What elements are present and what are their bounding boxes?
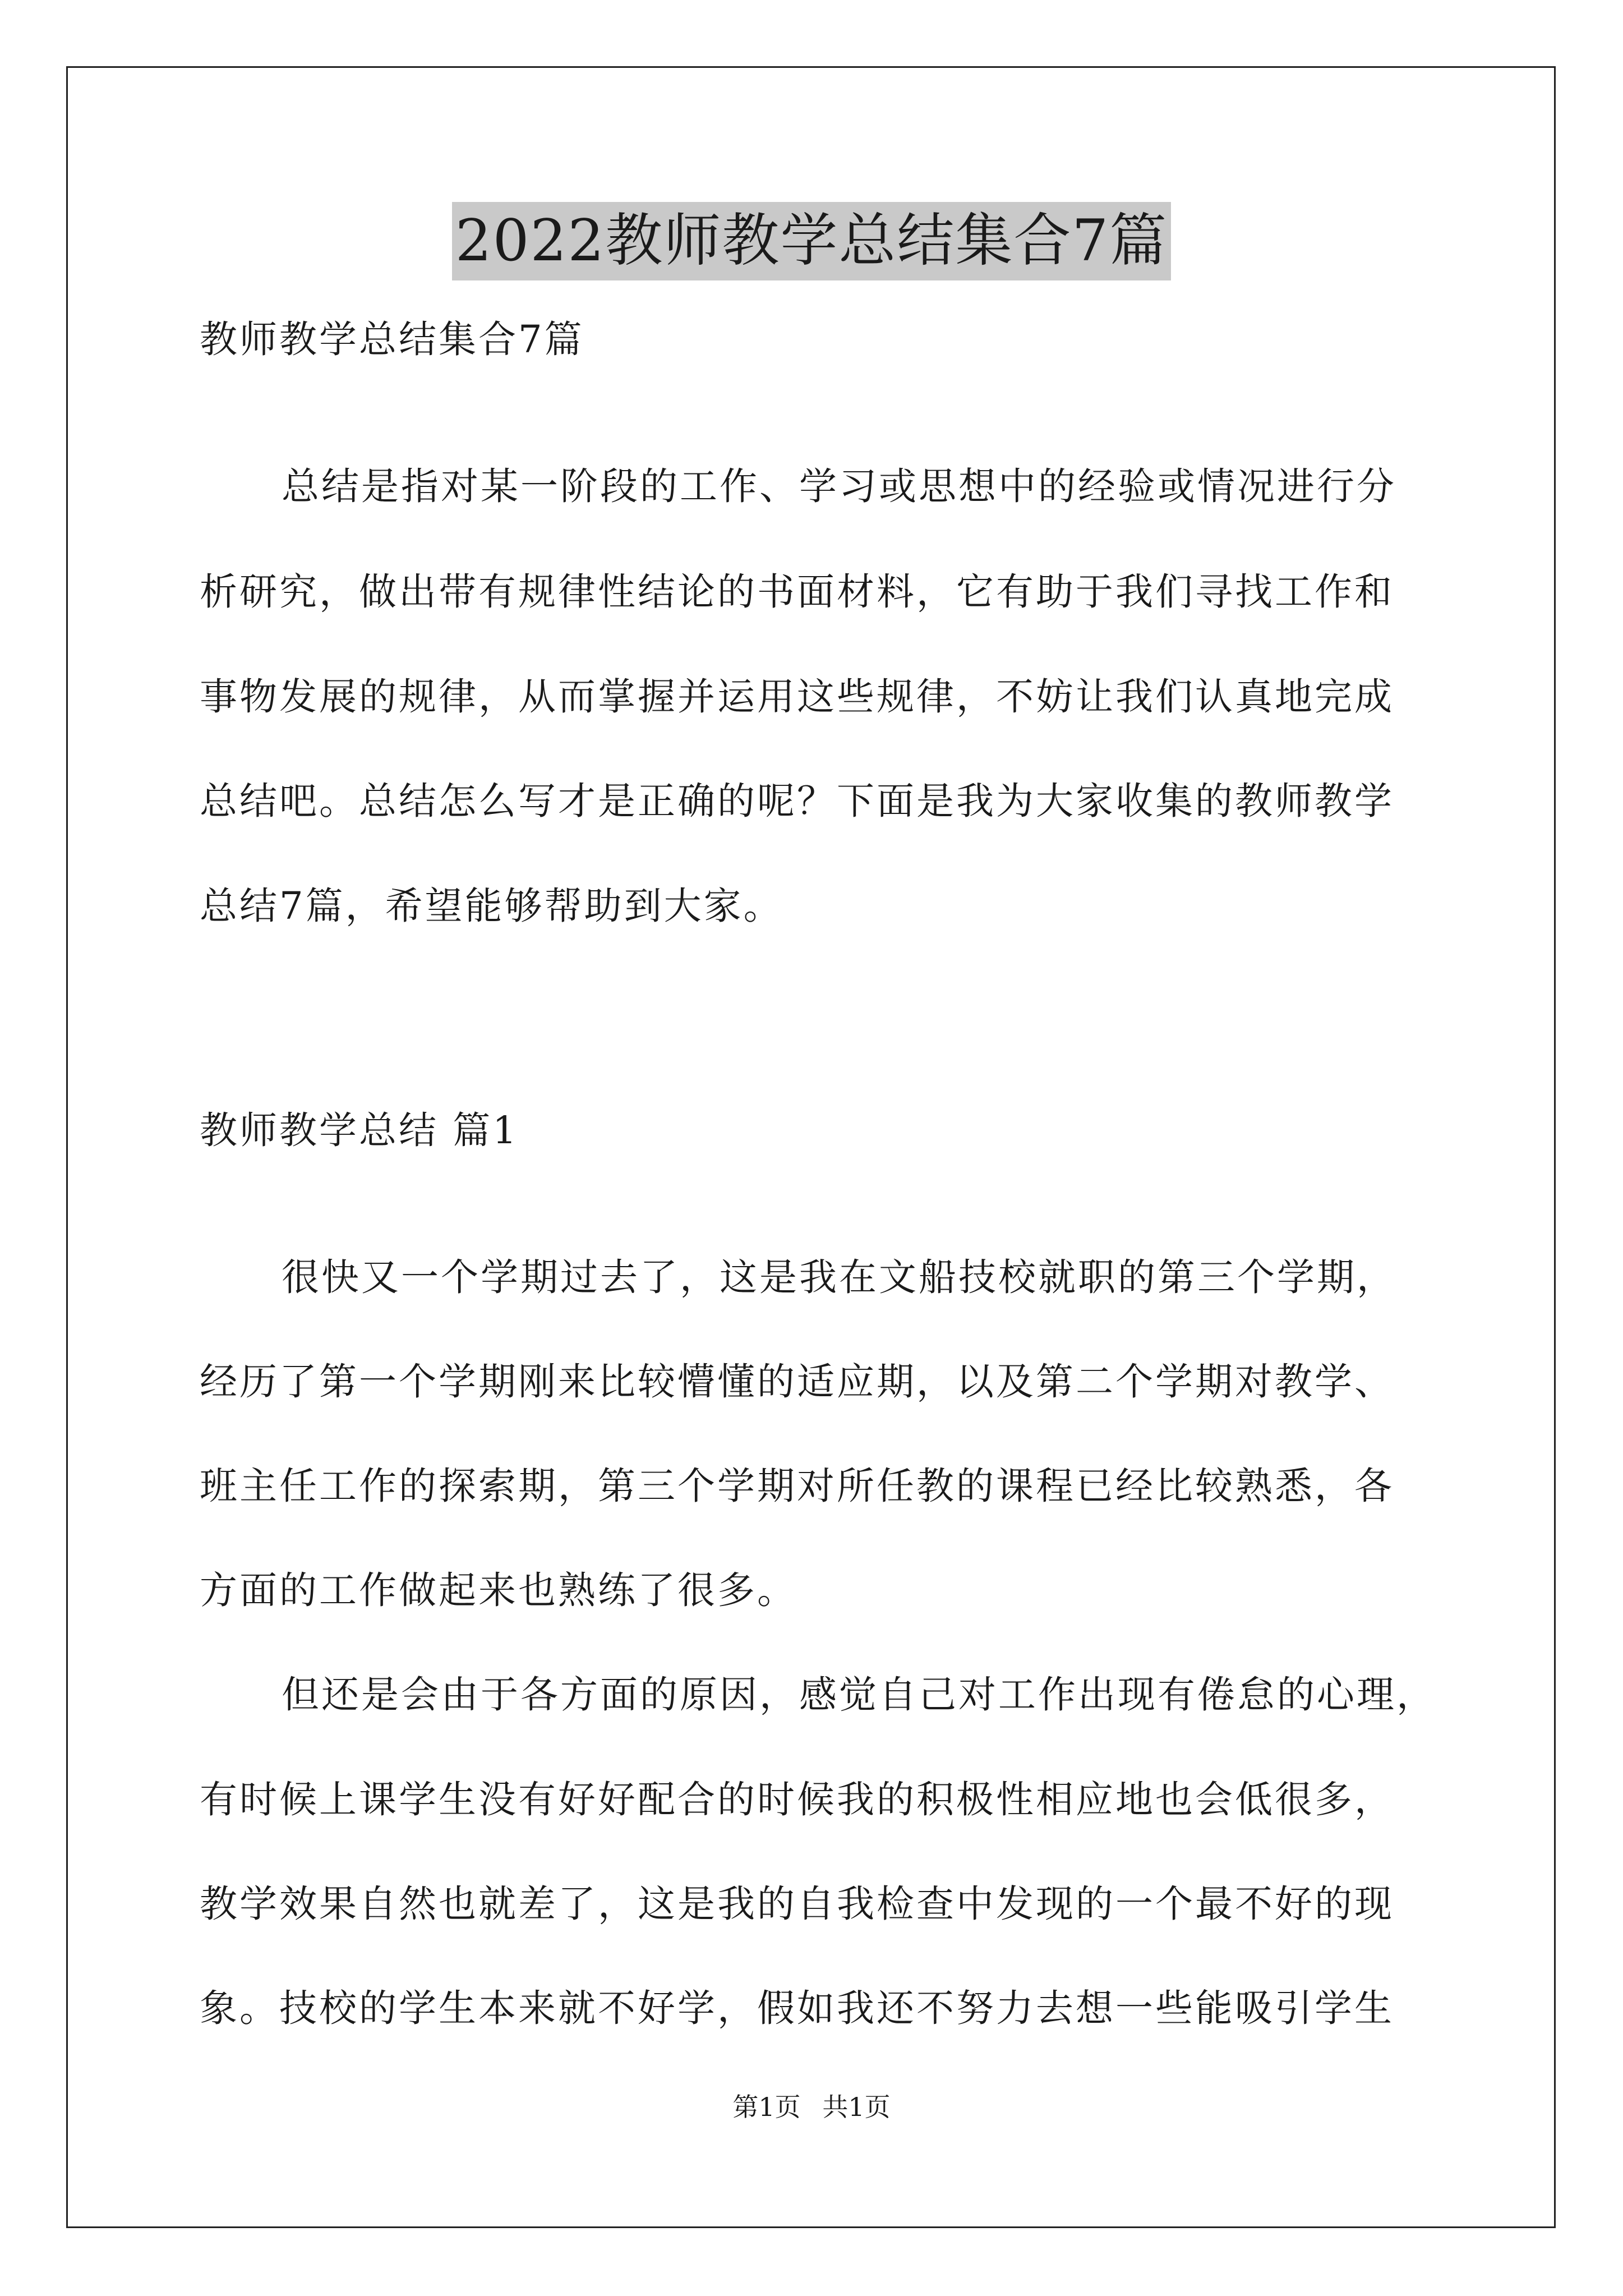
para1-line-2: 经历了第一个学期刚来比较懵懂的适应期，以及第二个学期对教学、: [200, 1360, 1394, 1404]
page-total: 共1页: [822, 2092, 891, 2122]
para2-line-2: 有时候上课学生没有好好配合的时候我的积极性相应地也会低很多，: [200, 1778, 1394, 1821]
para1-line-3: 班主任工作的探索期，第三个学期对所任教的课程已经比较熟悉，各: [200, 1464, 1394, 1508]
page-footer: [0, 2090, 1623, 2124]
intro-line-2: 析研究，做出带有规律性结论的书面材料，它有助于我们寻找工作和: [200, 570, 1394, 614]
intro-line-5: 总结7篇，希望能够帮助到大家。: [200, 884, 783, 928]
document-subtitle: 教师教学总结集合7篇: [200, 318, 584, 361]
para1-line-1: 很快又一个学期过去了，这是我在文船技校就职的第三个学期，: [282, 1255, 1396, 1299]
page-number: 第1页: [732, 2092, 801, 2122]
intro-line-4: 总结吧。总结怎么写才是正确的呢？下面是我为大家收集的教师教学: [200, 779, 1394, 823]
para1-line-4: 方面的工作做起来也熟练了很多。: [200, 1568, 797, 1612]
para2-line-3: 教学效果自然也就差了，这是我的自我检查中发现的一个最不好的现: [200, 1882, 1394, 1926]
section-heading: 教师教学总结 篇1: [200, 1108, 519, 1152]
intro-line-3: 事物发展的规律，从而掌握并运用这些规律，不妨让我们认真地完成: [200, 675, 1394, 719]
intro-line-1: 总结是指对某一阶段的工作、学习或思想中的经验或情况进行分: [282, 464, 1396, 508]
document-title: 2022教师教学总结集合7篇: [452, 202, 1171, 280]
para2-line-4: 象。技校的学生本来就不好学，假如我还不努力去想一些能吸引学生: [200, 1986, 1394, 2030]
para2-line-1: 但还是会由于各方面的原因，感觉自己对工作出现有倦怠的心理，: [282, 1673, 1436, 1717]
title-container: [0, 202, 1623, 280]
